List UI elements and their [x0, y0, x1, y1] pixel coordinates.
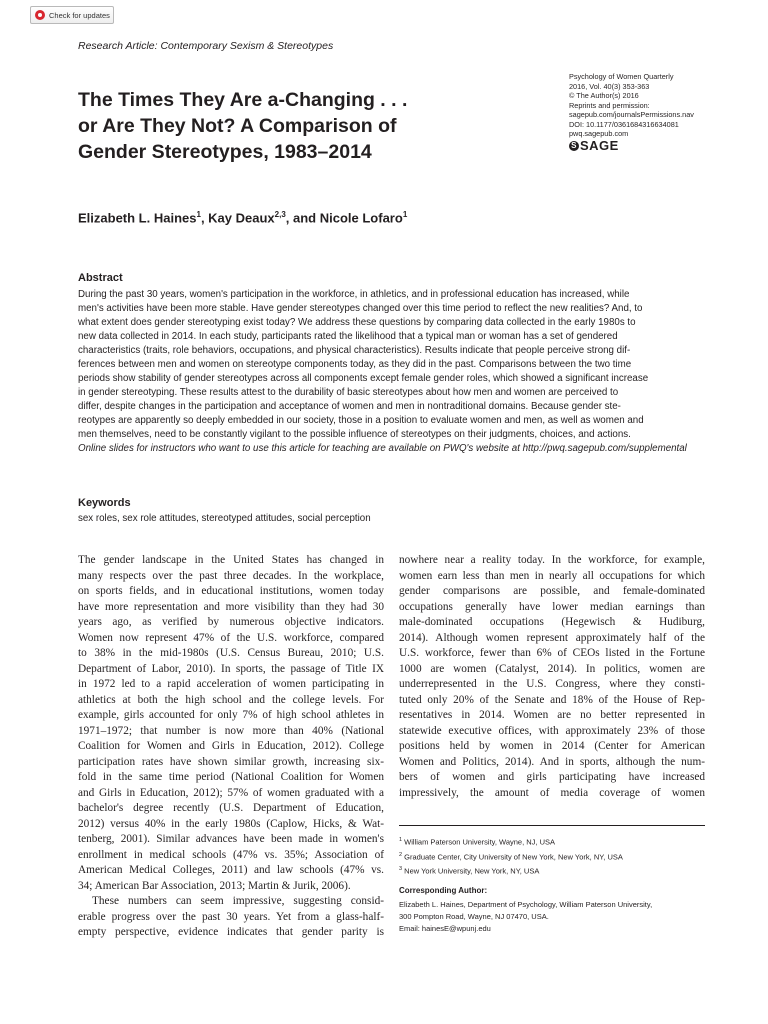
abstract-line: men themselves, need to be constantly vigilant to the possible influence of stereotypes on their judgments, choices, and actions. — [78, 429, 631, 440]
abstract-line: what extent does gender stereotyping exist today? We address these questions by comparing data collected in the early 1980s to — [78, 317, 636, 328]
affiliation-item — [399, 834, 623, 849]
body-line: bers of women and girls participating have increased — [399, 771, 705, 783]
corresponding-author-email[interactable]: Email: hainesE@wpunj.edu — [399, 924, 491, 933]
body-line: Women and Politics, 2014). And in sports, although the num- — [399, 755, 705, 768]
sage-wordmark: SAGE — [580, 137, 619, 153]
body-line: 34; American Bar Association, 2013; Martin & Jurik, 2006). — [78, 879, 351, 892]
keywords-list: sex roles, sex role attitudes, stereotyped attitudes, social perception — [78, 513, 371, 524]
author-name: Kay Deaux — [208, 210, 275, 226]
online-slides-note[interactable]: Online slides for instructors who want to use this article for teaching are available on PWQ's website at http://pwq.sagepub.com/supplemental — [78, 443, 687, 454]
affiliation-marker: 1 — [399, 837, 403, 843]
body-line: 2014). Although women represent approximately half of the — [399, 631, 705, 644]
abstract-line: characteristics (traits, role behaviors, occupations, and physical characteristics). Results indicate that people perceive strong dif- — [78, 345, 631, 356]
running-head: Research Article: Contemporary Sexism & Stereotypes — [78, 40, 334, 52]
body-line: American Medical Colleges, 2011) and law schools (47% vs. — [78, 864, 384, 876]
author-name: Elizabeth L. Haines — [78, 210, 197, 226]
journal-metadata — [569, 72, 694, 151]
body-line: enrollment in medical schools (47% vs. 35%; Association of — [78, 848, 384, 861]
body-line: The gender landscape in the United States has changed in — [78, 554, 384, 566]
journal-copyright: © The Author(s) 2016 — [569, 91, 639, 100]
corresponding-author-details — [399, 899, 652, 935]
body-line: in 1972 led to a rapid acceleration of women participating in — [78, 678, 384, 690]
abstract-line: men's activities have been more stable. Have gender stereotypes changed over this time period to reflect the new realities? And, to — [78, 303, 643, 314]
body-line: example, girls accounted for only 7% of high school athletes in — [78, 709, 384, 721]
keywords-heading: Keywords — [78, 497, 131, 509]
check-updates-icon — [35, 10, 45, 20]
author-affiliation-marker: 1 — [196, 210, 201, 219]
author-affiliation-marker: 1 — [402, 210, 408, 219]
body-line: empty perspective, evidence indicates that gender parity is — [78, 926, 384, 938]
body-line: underrepresented in the U.S. Congress, where they consti- — [399, 678, 705, 690]
corresponding-author-line: Elizabeth L. Haines, Department of Psychology, William Paterson University, — [399, 900, 653, 909]
affiliation-text: Graduate Center, City University of New York, New York, NY, USA — [404, 852, 623, 861]
journal-doi[interactable]: DOI: 10.1177/0361684316634081 — [569, 119, 679, 129]
body-line: on sports fields, and in educational institutions, women today — [78, 585, 384, 597]
title-line: The Times They Are a-Changing . . . — [78, 89, 408, 111]
body-line: Coalition for Women and Girls in Education, 2012). College — [78, 740, 384, 752]
body-line: Department of Labor, 2010). In sports, the passage of Title IX — [78, 662, 384, 675]
journal-volume: 2016, Vol. 40(3) 353-363 — [569, 81, 650, 91]
body-line: fold in the same time period (National Coalition for Women — [78, 771, 384, 783]
body-line: tenberg, 2001). Similar advances have been made in women's — [78, 833, 384, 845]
check-for-updates-button[interactable] — [30, 6, 114, 24]
body-line: U.S. workforce, fewer than 6% of CEOs listed in the Fortune — [399, 647, 705, 659]
article-title — [78, 87, 508, 165]
sage-logo — [569, 137, 694, 153]
abstract-line: reotypes are apparently so deeply embedded in our society, those in a position to evaluate women and men, as well as women and — [78, 415, 644, 426]
title-line: Gender Stereotypes, 1983–2014 — [78, 141, 372, 163]
abstract-line: new data collected in 2014. In each study, participants rated the likelihood that a typical man or woman has a set of gendered — [78, 331, 618, 342]
body-line: to 38% in the mid-1980s (U.S. Census Bureau, 2010; U.S. — [78, 647, 384, 659]
journal-reprints: Reprints and permission: — [569, 100, 650, 110]
affiliation-text: William Paterson University, Wayne, NJ, USA — [404, 837, 556, 847]
body-line: nowhere near a reality today. In the workforce, for example, — [399, 554, 705, 566]
author-list — [78, 210, 407, 225]
abstract-line: periods show stability of gender stereotypes across all components except female gender roles, which showed a significant increase — [78, 373, 649, 384]
author-name: Nicole Lofaro — [319, 210, 403, 226]
sage-mark-icon: S — [569, 141, 579, 151]
author-affiliation-marker: 2,3 — [274, 210, 286, 219]
affiliations — [399, 834, 623, 878]
body-line: impressively, the amount of media coverage of women — [399, 786, 705, 799]
body-line: 1000 are women (Catalyst, 2014). In politics, women are — [399, 662, 705, 675]
body-line: many respects over the past three decades. In the workplace, — [78, 569, 384, 582]
corresponding-author-line: 300 Pompton Road, Wayne, NJ 07470, USA. — [399, 912, 549, 921]
body-line: Women now represent 47% of the U.S. workforce, compared — [78, 631, 384, 644]
abstract-body — [78, 288, 706, 456]
body-line: gender comparisons are possible, and female-dominated — [399, 585, 705, 597]
body-line: resentatives in 2014. Women are no better represented in — [399, 709, 705, 721]
body-line: have more representation and more visibility than they had 30 — [78, 600, 384, 613]
abstract-heading: Abstract — [78, 272, 123, 284]
footnote-divider — [399, 825, 705, 826]
author-separator: , and — [285, 210, 320, 226]
body-line: bachelor's degree recently (U.S. Department of Education, — [78, 802, 384, 814]
body-line: male-dominated occupations (Hegewisch & Hudiburg, — [399, 616, 705, 628]
abstract-line: ferences between men and women on stereotype components today, as they did in the past. Comparisons between the two time — [78, 359, 632, 370]
body-line: years ago, as verified by numerous objective indicators. — [78, 616, 384, 628]
title-line: or Are They Not? A Comparison of — [78, 115, 397, 137]
abstract-line: in gender stereotyping. These results attest to the durability of basic stereotypes about how men and women are perceived to — [78, 387, 619, 398]
journal-permissions-link[interactable]: sagepub.com/journalsPermissions.nav — [569, 110, 694, 119]
journal-website-link[interactable]: pwq.sagepub.com — [569, 129, 629, 138]
journal-name: Psychology of Women Quarterly — [569, 72, 674, 81]
affiliation-item — [399, 863, 623, 878]
abstract-line: differ, despite changes in the participation and acceptance of women and men in nontraditional domains. Because gender ste- — [78, 401, 621, 412]
body-line: 2012) versus 40% in the early 1980s (Caplow, Hicks, & Wat- — [78, 817, 384, 830]
affiliation-marker: 3 — [399, 866, 403, 872]
body-line: and Girls in Education, 2012); 57% of women graduated with a — [78, 786, 384, 799]
body-column-right — [399, 553, 705, 801]
body-line: positions held by women in 2014 (Center for American — [399, 740, 705, 752]
author-separator: , — [200, 210, 209, 226]
body-line: women earn less than men in nearly all occupations for which — [399, 569, 705, 582]
affiliation-text: New York University, New York, NY, USA — [404, 866, 540, 876]
body-line: occupations generally have lower median earnings than — [399, 600, 705, 613]
body-line: participation rates have shown similar growth, increasing six- — [78, 755, 384, 768]
body-line: erable progress over the past 30 years. Yet from a glass-half- — [78, 910, 384, 923]
body-line: 1971–1972; that number is now more than 40% (National — [78, 724, 384, 737]
abstract-line: During the past 30 years, women's participation in the workforce, in athletics, and in professional education has increased, while — [78, 289, 630, 300]
body-line: statewide executive offices, with approximately 23% of those — [399, 724, 705, 737]
corresponding-author-heading: Corresponding Author: — [399, 886, 488, 895]
affiliation-marker: 2 — [399, 851, 403, 858]
affiliation-item — [399, 849, 623, 864]
body-column-left — [78, 553, 384, 941]
body-line: tuted only 20% of the Senate and 18% of the House of Rep- — [399, 693, 705, 706]
check-for-updates-label: Check for updates — [49, 10, 110, 20]
body-line: athletics at both the high school and the college levels. For — [78, 693, 384, 706]
body-line: These numbers can seem impressive, suggesting consid- — [92, 895, 384, 907]
